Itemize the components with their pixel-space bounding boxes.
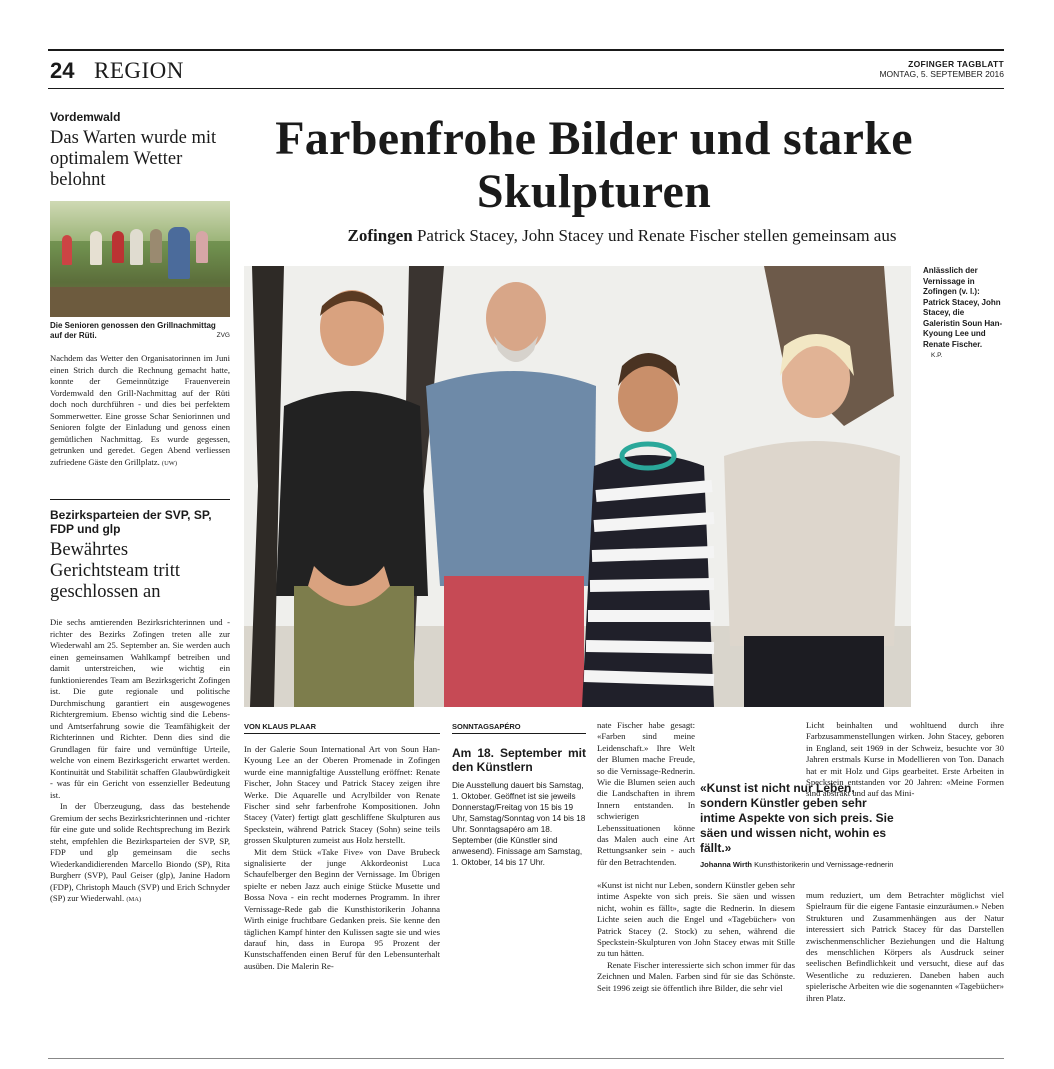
info-box-headline: Am 18. September mit den Künstlern: [452, 746, 586, 774]
article1-source: (UW): [161, 459, 178, 467]
article1-headline: Das Warten wurde mit optimalem Wetter belohnt: [50, 128, 217, 190]
seniors-photo: [50, 201, 230, 317]
article-separator: [50, 499, 230, 500]
byline: VON KLAUS PLAAR: [244, 722, 440, 734]
vernissage-photo-illustration: [244, 266, 911, 707]
pull-quote-name: Johanna Wirth: [700, 860, 753, 869]
info-box: [452, 746, 586, 868]
subheadline-text: Patrick Stacey, John Stacey und Renate Fischer stellen gemeinsam aus: [416, 226, 897, 245]
main-subheadline: [244, 226, 1000, 246]
main-paragraph: «Kunst ist nicht nur Leben, sondern Künstler geben sehr intime Aspekte von sich preis. Sie säen und wissen nicht, wohin es fällt», sagte die Rednerin. In diesem Lichte seien auch die Engel und «Tagebücher» von Patrick Stacey (2. Stock) zu sehen, während die Speckstein-Skulpturen von John Stacey etwas mit Stille zu tun hätten.: [597, 880, 795, 959]
main-column-1: [244, 744, 440, 972]
page-number: 24: [50, 58, 75, 83]
section-title: REGION: [94, 58, 184, 83]
article2-source: (MA): [126, 896, 142, 903]
main-photo-caption: [923, 266, 1003, 362]
main-paragraph: In der Galerie Soun International Art von Soun Han-Kyoung Lee an der Oberen Promenade in Zofingen wurde eine mannigfaltige Ausstellung eröffnet: Renate Fischer, John Stacey und Patrick Stacey zeigen ihre Werke. Die Aquarelle und Acrylbilder von Renate Fischer sind sehr farbenfrohe Kompositionen. John Stacey (Vater) fertigt glatt geschliffene Skulpturen aus Speckstein, während Patrick Stacey (Sohn) seine teils grossen Skulpturen zumeist aus Holz herstellt.: [244, 744, 440, 846]
main-column-3-bottom: [597, 880, 795, 994]
article1-photo-caption: [50, 321, 230, 341]
info-box-label: SONNTAGSAPÉRO: [452, 722, 586, 734]
article1-photo-credit: ZVG: [216, 332, 230, 339]
main-column-4-top: [806, 720, 1004, 800]
article1-kicker: Vordemwald: [50, 110, 121, 124]
main-photo-credit: K.P.: [931, 352, 943, 359]
main-paragraph: nate Fischer habe gesagt: «Farben sind meine Leidenschaft.» Ihre Welt der Blumen mache Freude, so die Vernissage-Rednerin. Wie die Blumen seien auch die Landschaften in ihrem Innern entstanden. In schwierigen Lebenssituationen könne das Malen auch eine Art Rettungsanker sein - auch für den Betrachtenden.: [597, 720, 695, 867]
article2-paragraph: Die sechs amtierenden Bezirksrichterinnen und -richter des Bezirks Zofingen treten alle zur Wiederwahl am 25. September an. Sie werden auch einen gemeinsamen Wahlkampf betreiben und damit unterstreichen, wie wichtig ein funktionierendes Team am Bezirksgericht Zofingen ist. Die gute regionale und politische Durchmischung garantiert ein ausgewogenes Richtergremium. Ebenso wichtig sind die Lebens- und Amtserfahrung sowie die Teamfähigkeit der Richterinnen und Richter. Denn dies sind die Grundlagen für faire und vernünftige Urteile, welche von einem Bezirksgericht erwartet werden. Kontinuität und Stabilität schaffen Glaubwürdigkeit - was für ein Gericht von essenzieller Bedeutung ist.: [50, 617, 230, 800]
main-paragraph: Renate Fischer interessierte sich schon immer für das Zeichnen und Malen. Farben sind für sie das Schönste. Seit 1996 zeigt sie öffentlich ihre Bilder, die sehr viel: [597, 959, 795, 993]
pull-quote-attribution: [700, 860, 900, 869]
top-rule: [48, 49, 1004, 51]
paper-info: [879, 59, 1004, 79]
paper-name: ZOFINGER TAGBLATT: [908, 59, 1004, 69]
main-column-3-top: [597, 720, 695, 868]
issue-date: MONTAG, 5. SEPTEMBER 2016: [879, 69, 1004, 79]
left-column: [50, 110, 230, 906]
article2-paragraph: [50, 801, 230, 906]
pull-quote-text: «Kunst ist nicht nur Leben, sondern Künstler geben sehr intime Aspekte von sich preis. Sie säen und wissen nicht, wohin es fällt.»: [700, 781, 894, 855]
bottom-rule: [48, 1058, 1004, 1059]
main-paragraph: Licht beinhalten und wohltuend durch ihre Farbzusammenstellungen wirken. John Stacey, geboren in England, seit 1969 in der Schweiz, besuchte vor 30 Jahren erstmals Kurse in Modellieren von Ton. Danach hat er mit Holz und Gips gearbeitet. Erste Arbeiten in Speckstein entstanden vor 20 Jahren: «Meine Formen sind abstrakt und auf das Mini-: [806, 720, 1004, 799]
main-paragraph: mum reduziert, um dem Betrachter möglichst viel Spielraum für die eigene Fantasie einzuräumen.» Neben Strukturen und Zusammenhängen aus der Natur interessiert sich Patrick Stacey für das Darstellen zwischenmenschlicher Beziehungen und die Haltung des menschlichen Körpers als Ausdruck seiner seelischen Befindlichkeit und versucht, diese auf das Wesentliche zu reduzieren. Daneben haben auch spielerische Arbeiten wie die sogenannten «Tagebücher» ihren Platz.: [806, 890, 1004, 1003]
main-caption-text: Anlässlich der Vernissage in Zofingen (v. l.): Patrick Stacey, John Stacey, die Galeristin Soun Han-Kyoung Lee und Renate Fischer.: [923, 266, 1003, 349]
pull-quote-role: Kunsthistorikerin und Vernissage-rednerin: [754, 860, 894, 869]
info-box-text: Die Ausstellung dauert bis Samstag, 1. Oktober. Geöffnet ist sie jeweils Donnerstag/Freitag von 15 bis 19 Uhr, Samstag/Sonntag von 14 bis 18 Uhr. Sonntagsapéro am 18. September (die Künstler sind anwesend). Finissage am Samstag, 1. Oktober, 14 bis 17 Uhr.: [452, 781, 586, 867]
article1-caption-text: Die Senioren genossen den Grillnachmittag auf der Rüti.: [50, 321, 216, 340]
vernissage-photo: [244, 266, 911, 707]
main-paragraph: Mit dem Stück «Take Five» von Dave Brubeck signalisierte der junge Akkordeonist Luca Schaufelberger den Beginn der Vernissage. Im Übrigen spielte er neben Jazz auch einige Stücke Musette und Bossa Nova - ein recht modernes Programm. In ihrer Vernissage-Rede gab die Kunsthistorikerin Johanna Wirth einige fruchtbare Gedanken preis. Sie kenne den täglichen Kampf hinter den Kulissen sagte sie und wies darauf hin, dass in Europa 95 Prozent der Kunstschaffenden einen Beruf für den Lebensunterhalt ausüben. Die Malerin Re-: [244, 846, 440, 971]
article2-kicker: Bezirksparteien der SVP, SP, FDP und glp: [50, 508, 212, 536]
article2-body: [50, 617, 230, 906]
main-headline: Farbenfrohe Bilder und starke Skulpturen: [275, 112, 913, 218]
article2-headline: Bewährtes Gerichtsteam tritt geschlossen an: [50, 540, 180, 602]
header-rule: [48, 88, 1004, 89]
subheadline-place: Zofingen: [347, 226, 413, 245]
main-column-4-bottom: [806, 890, 1004, 1004]
article1-body: [50, 353, 230, 469]
article2-paragraph-text: In der Überzeugung, dass das bestehende Gremium der sechs Bezirksrichterinnen und -richter für eine gute und solide Rechtsprechung im Bezirk steht, empfehlen die Bezirksparteien der SVP, SP, FDP und glp gemeinsam die sechs Wiederkandidierenden Marcello Biondo (SP), Rita Burgherr (SVP), Paul Geiser (glp), Janine Hadorn (FDP), Christoph Mauch (SVP) und Erich Schnyder (SP) zur Wiederwahl.: [50, 801, 230, 903]
article1-body-text: Nachdem das Wetter den Organisatorinnen im Juni einen Strich durch die Rechnung gemacht hatte, konnte der Gemeinnützige Frauenverein Vordemwald den Grill-Nachmittag auf der Rüti doch noch durchführen - und dies bei perfektem Sommerwetter. Eine grosse Schar Seniorinnen und Senioren folgte der Einladung und genoss einen gemütlichen Nachmittag. Es wurde gegessen, getrunken und geredet. Gegen Abend verliessen zufriedene Gäste den Grillplatz.: [50, 353, 230, 467]
